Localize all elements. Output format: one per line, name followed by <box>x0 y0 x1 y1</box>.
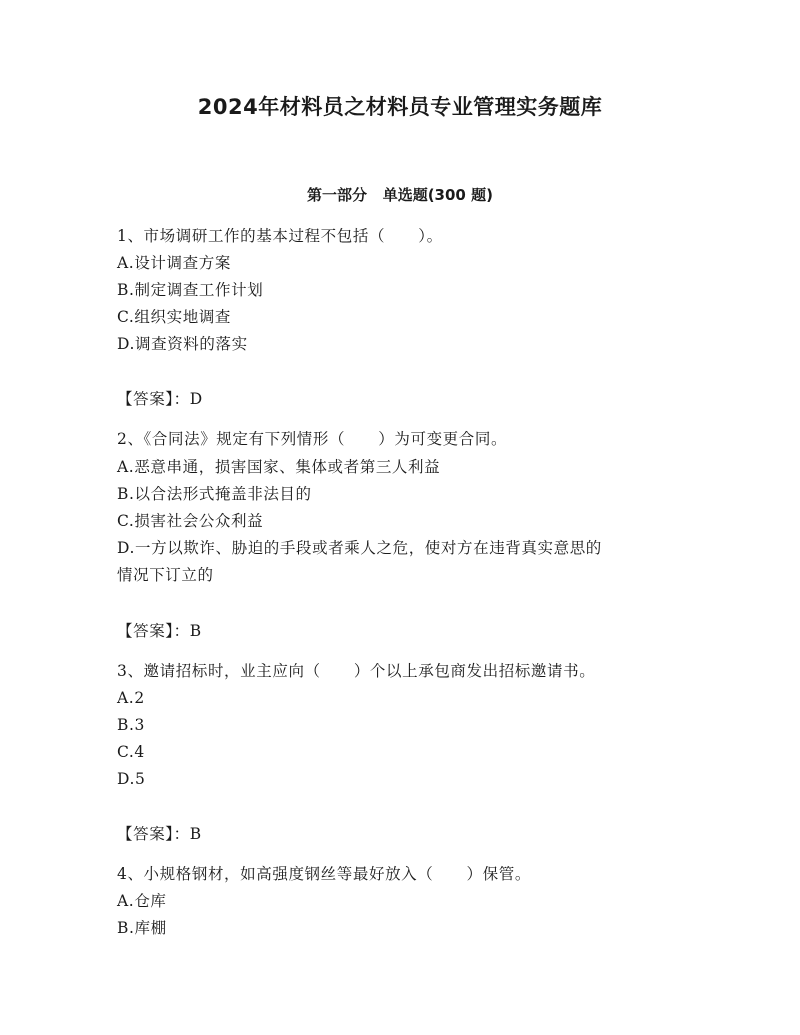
question-3-option-c: C.4 <box>117 743 145 761</box>
question-1-option-c: C.组织实地调查 <box>117 308 232 326</box>
question-2-answer: 【答案】：B <box>117 622 202 640</box>
question-4-option-b: B.库棚 <box>117 919 167 937</box>
question-1-stem: 1、市场调研工作的基本过程不包括（ ）。 <box>117 227 443 245</box>
question-2-option-b: B.以合法形式掩盖非法目的 <box>117 485 312 503</box>
question-3-option-a: A.2 <box>117 689 145 707</box>
question-3-option-d: D.5 <box>117 770 146 788</box>
question-1-option-d: D.调查资料的落实 <box>117 335 248 353</box>
document-title: 2024年材料员之材料员专业管理实务题库 <box>197 95 603 119</box>
question-2-option-a: A.恶意串通，损害国家、集体或者第三人利益 <box>117 458 441 476</box>
question-2-option-d: D.一方以欺诈、胁迫的手段或者乘人之危，使对方在违背真实意思的 <box>117 539 602 557</box>
question-3-answer: 【答案】：B <box>117 825 202 843</box>
question-3-stem: 3、邀请招标时，业主应向（ ）个以上承包商发出招标邀请书。 <box>117 662 596 680</box>
question-2-option-c: C.损害社会公众利益 <box>117 512 264 530</box>
question-4-stem: 4、小规格钢材，如高强度钢丝等最好放入（ ）保管。 <box>117 865 531 883</box>
question-1-option-b: B.制定调查工作计划 <box>117 281 264 299</box>
question-3-option-b: B.3 <box>117 716 145 734</box>
section-title: 第一部分 单选题(300 题) <box>307 186 493 204</box>
question-1-answer: 【答案】：D <box>117 390 203 408</box>
question-4-option-a: A.仓库 <box>117 892 167 910</box>
question-2-stem: 2、《合同法》规定有下列情形（ ）为可变更合同。 <box>117 430 508 448</box>
question-2-option-d-continued: 情况下订立的 <box>117 566 214 584</box>
question-1-option-a: A.设计调查方案 <box>117 254 231 272</box>
